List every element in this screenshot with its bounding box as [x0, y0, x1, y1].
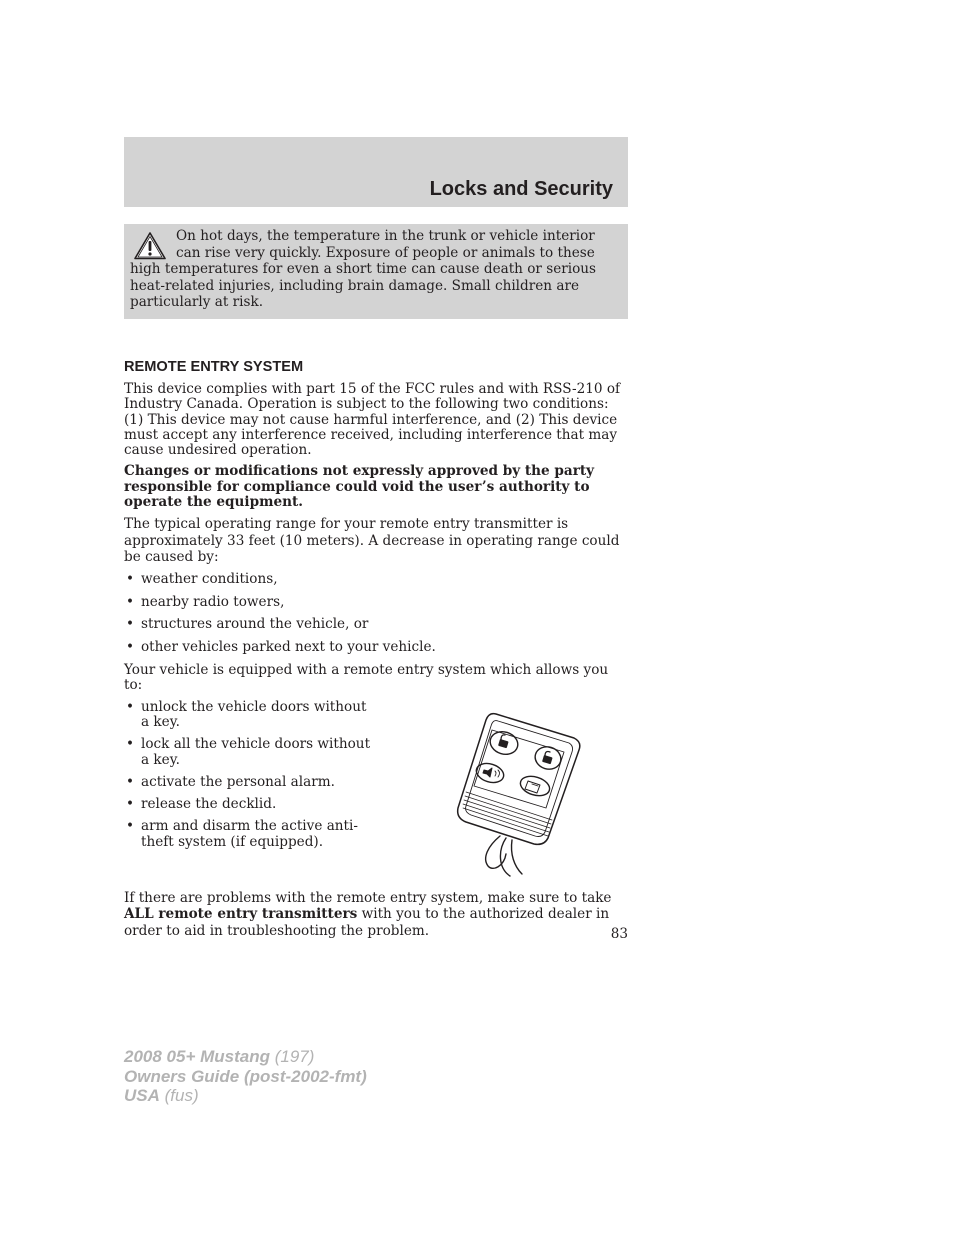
section-title: Locks and Security: [429, 178, 613, 200]
main-content: [124, 358, 628, 945]
emphasis-text: ALL remote entry transmitters: [124, 906, 358, 923]
troubleshooting-paragraph: If there are problems with the remote entry system, make sure to take ALL remote entry transmitters with you to the authorized dealer in order to aid in troubleshooting the problem.: [124, 889, 612, 939]
list-item: • release the decklid.: [124, 797, 376, 812]
equipped-paragraph: Your vehicle is equipped with a remote entry system which allows you to:: [124, 662, 609, 694]
warning-triangle-icon: [133, 231, 167, 261]
features-section: [124, 700, 628, 878]
list-item: • arm and disarm the active anti-theft system (if equipped).: [124, 819, 376, 850]
warning-box: [124, 224, 628, 319]
list-item: • unlock the vehicle doors without a key.: [124, 700, 376, 731]
list-item: • weather conditions,: [124, 572, 628, 587]
list-item: • activate the personal alarm.: [124, 775, 376, 790]
warning-text: On hot days, the temperature in the trunk or vehicle interior can rise very quickly. Exposure of people or animals to these high temperatures for even a short time can cause death or serious heat-related injuries, including brain damage. Small children are particularly at risk.: [130, 228, 597, 310]
fcc-paragraph: This device complies with part 15 of the FCC rules and with RSS-210 of Industry Canada. Operation is subject to the following two conditions: (1) This device may not cause harmful interference, and (2) This device must accept any interference received, including interference that may cause undesired operation.: [124, 381, 621, 459]
remote-key-fob-icon: [448, 708, 588, 878]
modifications-warning: Changes or modifications not expressly approved by the party responsible for compliance could void the user’s authority to operate the equipment.: [124, 463, 595, 511]
list-item: • other vehicles parked next to your vehicle.: [124, 640, 628, 655]
section-header-band: [124, 137, 628, 207]
operating-range-paragraph: The typical operating range for your remote entry transmitter is approximately 33 feet (10 meters). A decrease in operating range could be caused by:: [124, 516, 620, 566]
document-footer: 2008 05+ Mustang (197) Owners Guide (post-2002-fmt) USA (fus): [124, 1047, 367, 1105]
page-number: 83: [610, 926, 628, 942]
list-item: • lock all the vehicle doors without a key.: [124, 737, 376, 768]
list-item: • nearby radio towers,: [124, 595, 628, 610]
list-item: • structures around the vehicle, or: [124, 617, 628, 632]
remote-entry-heading: REMOTE ENTRY SYSTEM: [124, 359, 304, 375]
features-list: [124, 700, 376, 850]
range-causes-list: [124, 572, 628, 656]
